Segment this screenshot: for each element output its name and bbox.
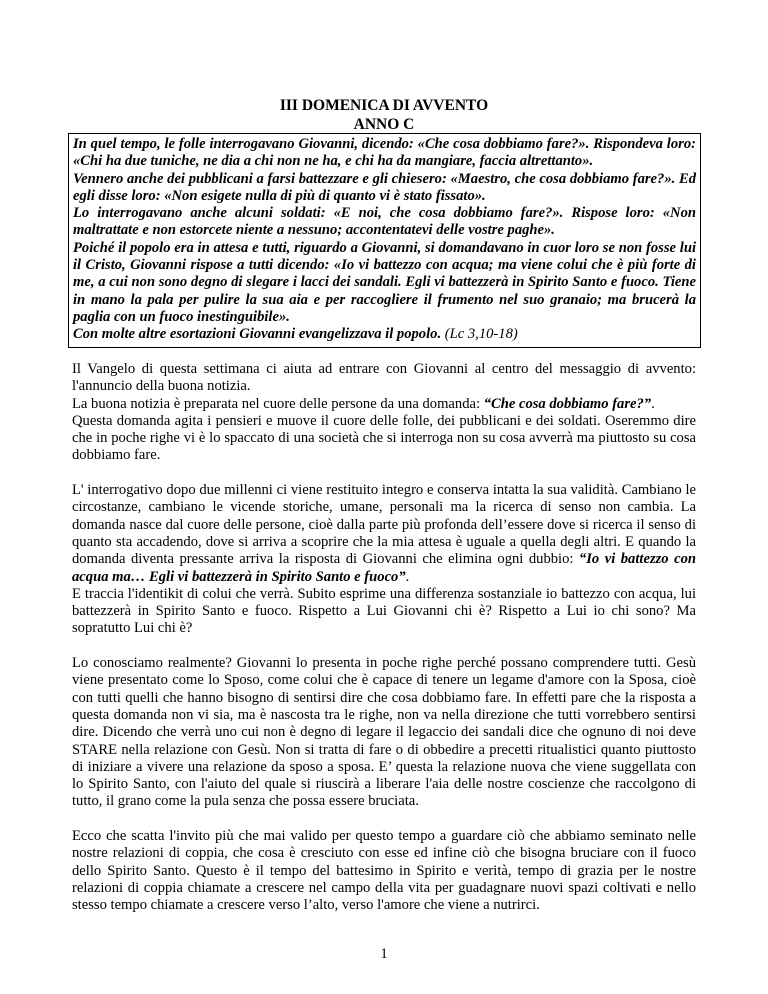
body-paragraph-4-text: L' interrogativo dopo due millenni ci viene restituito integro e conserva intatta la sua validità. Cambiano le circostanze, cambiano le vicende storiche, umane, personali ma la ricerca di senso non cambia. La domanda nasce dal cuore delle persone, cioè dalla parte più profonda dell’essere dove si ricerca il senso di quanto sta accadendo, dove si arriva a scoprire che la mia attesa è uguale a quella degli altri. E quando la domanda diventa pressante arriva la risposta di Giovanni che elimina ogni dubbio:	[72, 482, 696, 568]
gospel-paragraph-1: In quel tempo, le folle interrogavano Giovanni, dicendo: «Che cosa dobbiamo fare?». Rispondeva loro: «Chi ha due tuniche, ne dia a chi non ne ha, e chi ha da mangiare, faccia altrettanto».	[73, 136, 696, 170]
body-paragraph-4	[72, 482, 696, 586]
key-question-quote: “Che cosa dobbiamo fare?”	[483, 395, 652, 412]
gospel-paragraph-5	[73, 326, 696, 343]
gospel-passage-box	[68, 133, 701, 348]
body-paragraph-2	[72, 396, 696, 413]
body-paragraph-1: Il Vangelo di questa settimana ci aiuta ad entrare con Giovanni al centro del messaggio di avvento: l'annuncio della buona notizia.	[72, 361, 696, 395]
gospel-paragraph-4: Poiché il popolo era in attesa e tutti, riguardo a Giovanni, si domandavano in cuor loro se non fosse lui il Cristo, Giovanni rispose a tutti dicendo: «Io vi battezzo con acqua; ma viene colui che è più forte di me, a cui non sono degno di slegare i lacci dei sandali. Egli vi battezzerà in Spirito Santo e fuoco. Tiene in mano la pala per pulire la sua aia e per raccogliere il frumento nel suo granaio; ma brucerà la paglia con un fuoco inestinguibile».	[73, 239, 696, 325]
gospel-reference: (Lc 3,10-18)	[444, 326, 518, 343]
commentary-body	[72, 361, 696, 932]
gospel-paragraph-3: Lo interrogavano anche alcuni soldati: «E noi, che cosa dobbiamo fare?». Rispose loro: «Non maltrattate e non estorcete niente a nessuno; accontentatevi delle vostre paghe».	[73, 205, 696, 239]
body-paragraph-2-end: .	[651, 395, 655, 412]
baptism-quote: “Io vi battezzo con acqua ma… Egli vi battezzerà in Spirito Santo e fuoco”	[72, 551, 696, 585]
title-line-2: ANNO C	[353, 116, 415, 133]
page-number: 1	[380, 946, 388, 962]
page-title	[0, 96, 768, 134]
gospel-closing-line: Con molte altre esortazioni Giovanni evangelizzava il popolo.	[73, 326, 442, 343]
title-line-1: III DOMENICA DI AVVENTO	[279, 97, 489, 114]
body-paragraph-7: Ecco che scatta l'invito più che mai valido per questo tempo a guardare ciò che abbiamo seminato nelle nostre relazioni di coppia, che cosa è cresciuto con esse ed infine ciò che bisogna bruciare con il fuoco dello Spirito Santo. Questo è il tempo del battesimo in Spirito e verità, tempo di grazia per le nostre relazioni di coppia chiamate a crescere nel campo della vita per guadagnare nuovi spazi coltivati e nello stesso tempo chiamate a crescere verso l’alto, verso l'amore che viene a nutrirci.	[72, 828, 696, 914]
gospel-paragraph-2: Vennero anche dei pubblicani a farsi battezzare e gli chiesero: «Maestro, che cosa dobbiamo fare?». Ed egli disse loro: «Non esigete nulla di più di quanto vi è stato fissato».	[73, 170, 696, 204]
body-paragraph-6: Lo conosciamo realmente? Giovanni lo presenta in poche righe perché possano comprendere tutti. Gesù viene presentato come lo Sposo, come colui che è capace di tenere un legame d'amore con la Sposa, cioè con tutti quelli che hanno bisogno di sentirsi dire che cosa dobbiamo fare. In effetti pare che la risposta a questa domanda non vi sia, ma è nascosta tra le righe, non va nella direzione che tutti vorrebbero sentirsi dire. Dicendo che verrà uno cui non è degno di legare il legaccio dei sandali dice che ognuno di noi deve STARE nella relazione con Gesù. Non si tratta di fare o di obbedire a precetti ritualistici quanto piuttosto di iniziare a vivere una relazione da sposo a sposa. E’ questa la relazione nuova che viene suggellata con lo Spirito Santo, con l'aiuto del quale si riuscirà a liberare l'aia delle nostre coscienze che raccolgono di tutto, il grano come la pula senza che possa essere bruciata.	[72, 655, 696, 810]
body-paragraph-5: E traccia l'identikit di colui che verrà. Subito esprime una differenza sostanziale io battezzo con acqua, lui battezzerà in Spirito Santo e fuoco. Rispetto a Lui Giovanni chi è? Rispetto a Lui io chi sono? Ma sopratutto Lui chi è?	[72, 585, 696, 637]
body-paragraph-4-end: .	[405, 568, 410, 585]
body-paragraph-3: Questa domanda agita i pensieri e muove il cuore delle folle, dei pubblicani e dei soldati. Oseremmo dire che in poche righe vi è lo spaccato di una società che si interroga non su cosa avverrà ma piuttosto su cosa dobbiamo fare.	[72, 412, 696, 464]
body-paragraph-2-text: La buona notizia è preparata nel cuore delle persone da una domanda:	[72, 395, 484, 412]
